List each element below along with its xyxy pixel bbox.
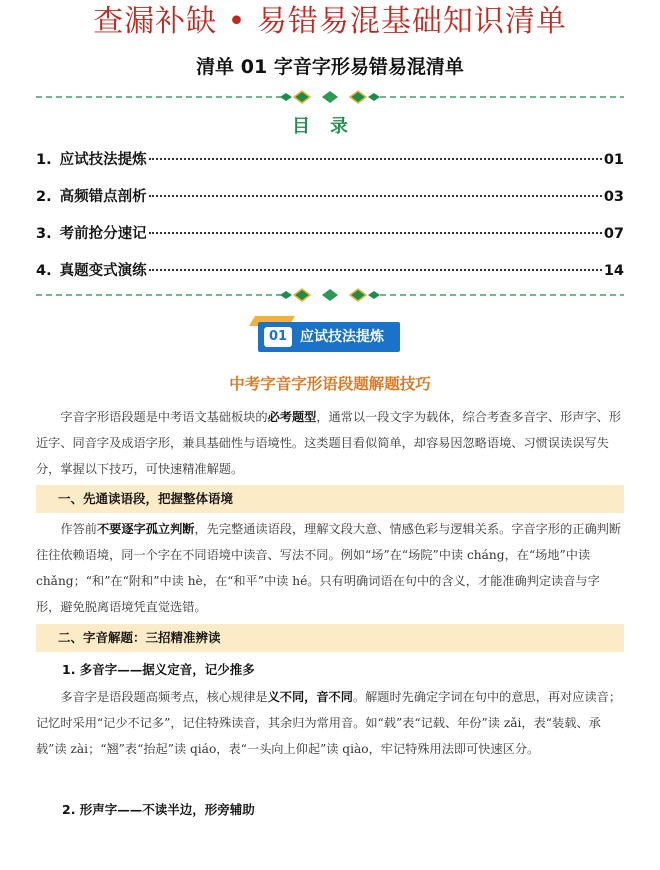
paragraph-3: 多音字是语段题高频考点，核心规律是义不同，音不同。解题时先确定字词在句中的意思，再对应读音；记忆时采用“记少不记多”，记住特殊读音，其余归为常用音。如“载”表“记载、年份”读 zǎi，表“装载、承载”读 zài；“翘”表“抬起”读 qiáo，表“一头向上仰起”读 qiào，牢记特殊用法即可快速区分。 [36,690,622,756]
toc-label: 应试技法提炼 [59,152,147,168]
diamond-icon [322,289,338,301]
toc-page: 14 [603,263,624,279]
subheading-1: 1. 多音字——据义定音，记少推多 [62,662,255,677]
dot-leader [149,195,602,197]
toc-item[interactable] [36,222,624,259]
section-number: 01 [264,327,292,347]
banner-title: 查漏补缺 • 易错易混基础知识清单 [93,4,567,39]
toc-number: 1. [36,152,52,168]
diamond-icon [294,289,310,301]
heading-2: 二、字音解题：三招精准辨读 [36,624,624,652]
toc-page: 01 [603,152,624,168]
diamond-icon [322,91,338,103]
subheading-2: 2. 形声字——不读半边，形旁辅助 [62,802,255,817]
diamond-icon [350,289,366,301]
toc-item[interactable] [36,148,624,185]
toc-heading: 目录 [292,116,368,137]
toc-item[interactable] [36,185,624,222]
toc-label: 真题变式演练 [59,263,147,279]
bottom-divider [36,288,624,302]
dot-leader [149,232,602,234]
toc-number: 3. [36,226,52,242]
toc-number: 2. [36,189,52,205]
diamond-icon [294,91,310,103]
top-divider [36,90,624,104]
section-label: 应试技法提炼 [300,329,384,345]
section-tag [258,322,400,352]
diamond-icon [350,91,366,103]
paragraph-2: 作答前不要逐字孤立判断，先完整通读语段，理解文段大意、情感色彩与逻辑关系。字音字形的正确判断往往依赖语境，同一个字在不同语境中读音、写法不同。例如“场”在“场院”中读 cháng，在“场地”中读 chǎng；“和”在“附和”中读 hè，在“和平”中读 hé。只有明确词语在句中的含义，才能准确判定读音与字形，避免脱离语境凭直觉选错。 [36,522,622,614]
article-title: 中考字音字形语段题解题技巧 [229,375,431,393]
toc-label: 考前抢分速记 [59,226,147,242]
page-subtitle: 清单 01 字音字形易错易混清单 [196,56,464,78]
dot-leader [149,269,602,271]
table-of-contents [36,148,624,296]
toc-page: 03 [603,189,624,205]
heading-1: 一、先通读语段，把握整体语境 [36,485,624,513]
dot-leader [149,158,602,160]
toc-number: 4. [36,263,52,279]
toc-label: 高频错点剖析 [59,189,147,205]
intro-paragraph: 字音字形语段题是中考语文基础板块的必考题型，通常以一段文字为载体，综合考查多音字、形声字、形近字、同音字及成语字形，兼具基础性与语境性。这类题目看似简单，却容易因忽略语境、习惯误读误写失分，掌握以下技巧，可快速精准解题。 [36,410,622,476]
toc-page: 07 [603,226,624,242]
